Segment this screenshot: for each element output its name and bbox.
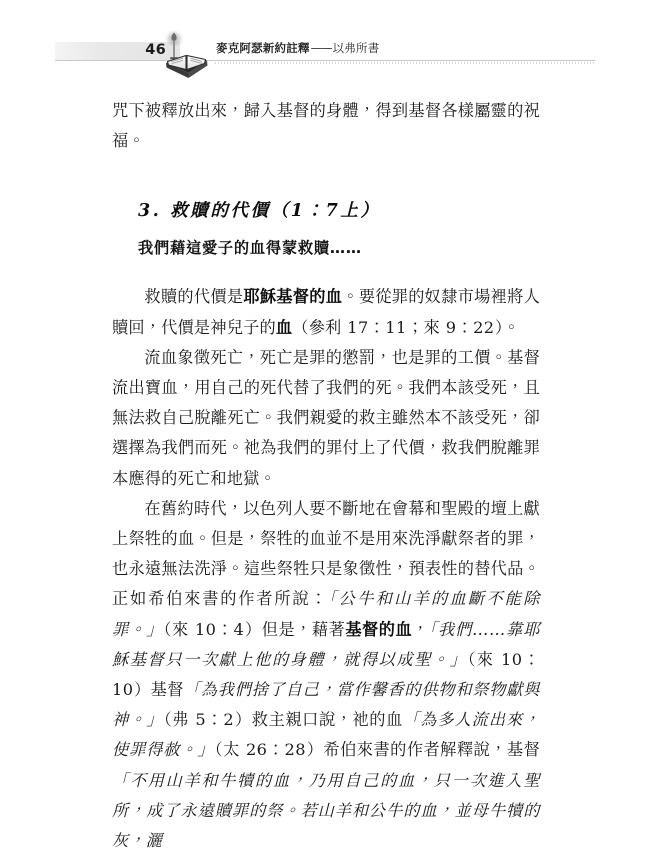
p3-run-5: （來 — [467, 649, 501, 669]
p1-bold-1: 耶穌基督的血 — [243, 287, 343, 307]
paragraph-carryover: 咒下被釋放出來，歸入基督的身體，得到基督各樣屬靈的祝福。 — [112, 101, 540, 151]
p3-quote-4: 「為多人流出來，使罪得赦。」 — [112, 710, 540, 760]
p1-run-2: 。要從罪的奴隸市場裡將人贖回，代價是神兒子的 — [112, 287, 541, 337]
section-heading: 3. 救贖的代價（1：7上） — [138, 201, 381, 222]
page-number: 46 — [145, 42, 166, 58]
p3-quote-5: 「不用山羊和牛犢的血，乃用自己的血，只一次進入聖所，成了永遠贖罪的祭。若山羊和公牛的血，並母牛犢的灰，灑 — [112, 770, 540, 851]
p1-scripture-ref-1: 17：11 — [347, 317, 407, 337]
running-head-title — [216, 39, 379, 58]
p3-run-10: ）希伯來書的作者解釋說，基督 — [306, 740, 540, 760]
p3-run-9: （太 — [214, 740, 246, 760]
p1-run-5: ）。 — [494, 317, 520, 337]
p1-run-3: （參利 — [292, 317, 347, 337]
text-column — [112, 96, 540, 856]
p3-scripture-ref-2: 10：10 — [112, 649, 540, 700]
header-dotted-rule — [215, 62, 595, 64]
p3-quote-3: 「為我們捨了自己，當作馨香的供物和祭物獻與神。」 — [112, 680, 540, 730]
paragraph-2: 流血象徵死亡，死亡是罪的懲罰，也是罪的工價。基督流出寶血，用自己的死代替了我們的死。我們本該受死，且無法救自己脫離死亡。我們親愛的救主雖然本不該受死，卻選擇為我們而死。祂為我們的罪付上了代價，救我們脫離罪本應得的死亡和地獄。 — [112, 347, 540, 488]
p3-scripture-ref-4: 26：28 — [245, 740, 306, 760]
header-rule — [55, 60, 595, 61]
p3-run-6: ）基督 — [133, 680, 184, 700]
running-head-book-title: 麥克阿瑟新約註釋 — [216, 41, 310, 55]
p3-run-1: 在舊約時代，以色列人要不斷地在會幕和聖殿的壇上獻上祭牲的血。但是，祭牲的血並不是用來洗淨獻祭者的罪，也永遠無法洗淨。這些祭牲只是象徵性，預表性的替代品。正如希伯來書的作者所說： — [112, 498, 540, 609]
paragraph-1 — [112, 282, 540, 342]
p3-run-3: ）但是，藉著 — [244, 619, 346, 639]
running-head-dash: —— — [310, 41, 332, 55]
running-head — [0, 34, 650, 84]
p1-run-4: ；來 — [407, 317, 446, 337]
p3-run-7: （弗 — [163, 710, 195, 730]
p1-bold-2: 血 — [275, 317, 293, 337]
p3-run-8: ）救主親口說，祂的血 — [234, 710, 403, 730]
spacer — [112, 261, 540, 282]
open-book-with-lamp-icon — [157, 28, 217, 84]
p3-bold-1: 基督的血 — [345, 619, 413, 639]
p3-run-4: ， — [412, 619, 429, 639]
p3-scripture-ref-3: 5：2 — [195, 710, 235, 730]
p3-run-2: （來 — [163, 619, 195, 639]
running-head-subtitle: 以弗所書 — [332, 41, 380, 55]
p3-scripture-ref-1: 10：4 — [194, 619, 245, 639]
p3-quote-2: 「我們……靠耶穌基督只一次獻上他的身體，就得以成聖。」 — [112, 619, 540, 669]
p1-run-1: 救贖的代價是 — [144, 287, 244, 307]
section-subheading: 我們藉這愛子的血得蒙救贖…… — [138, 239, 362, 258]
p3-quote-1: 「公牛和山羊的血斷不能除罪。」 — [112, 589, 540, 639]
paragraph-3 — [112, 494, 540, 856]
p1-scripture-ref-2: 9：22 — [445, 317, 495, 337]
